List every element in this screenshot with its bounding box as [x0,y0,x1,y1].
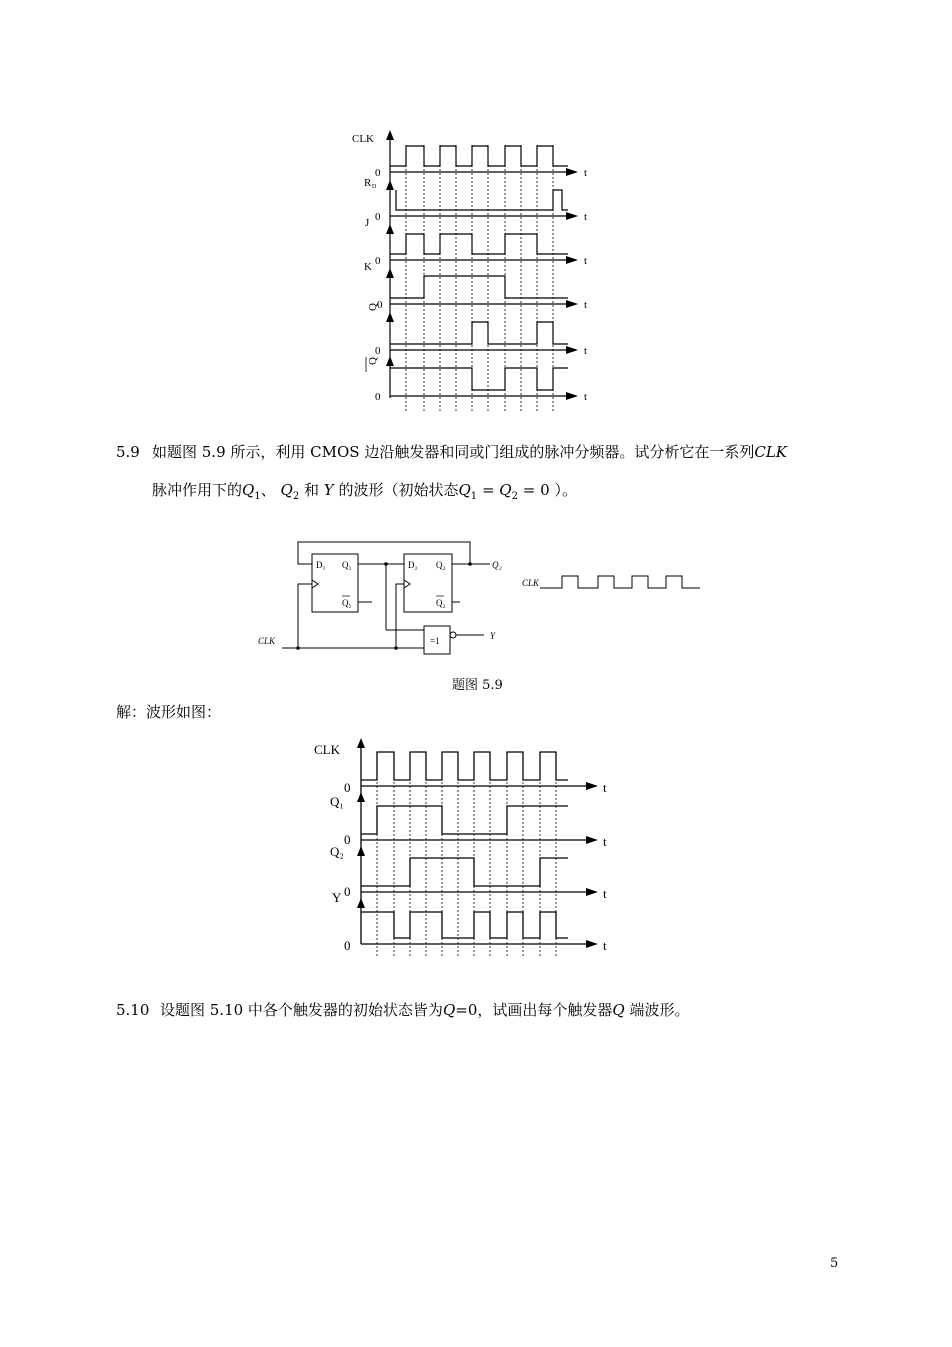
zero-3: 0 [375,255,381,267]
label-clk: CLK [352,133,374,145]
problem-5-9-number: 5.9 [116,443,140,461]
problem-5-9-line-2: 脉冲作用下的$Q_1$、 $Q_2$ 和 Y 的波形（初始状态$Q_1 = Q_2 = 0$ ）。 [152,481,577,502]
ff2-qbar-label: Q₂ [436,598,446,608]
label-q: Q [367,303,379,311]
zero-2: 0 [375,211,381,223]
answer-zero-2: 0 [344,832,351,847]
answer-zero-1: 0 [344,780,351,795]
solution-heading: 解：波形如图： [116,703,222,721]
problem-5-10-number: 5.10 [116,1001,150,1019]
clk-wave-label: CLK [522,578,540,588]
label-r-sub: D [372,184,377,190]
page-number: 5 [830,1256,839,1271]
answer-label-q1: Q₁ [330,794,344,809]
label-j: J [365,217,370,229]
label-r: R [364,177,372,189]
t-1: t [584,167,588,179]
zero-6: 0 [375,391,381,403]
waveform-figure-answer [0,730,952,960]
ff1-d-label: D₁ [316,560,326,570]
problem-5-10-text: 设题图 5.10 中各个触发器的初始状态皆为Q=0，试画出每个触发器Q 端波形。 [160,1001,690,1019]
xnor-symbol: =1 [430,636,440,646]
figure-caption: 题图 5.9 [452,678,503,693]
zero-1: 0 [375,167,381,179]
answer-label-q2: Q₂ [330,844,344,859]
ff2-d-label: D₂ [408,560,418,570]
ff1-qbar-label: Q₁ [342,598,352,608]
answer-t-2: t [603,834,607,849]
ff2-q-label: Q₂ [436,560,446,570]
t-3: t [584,255,588,267]
answer-t-1: t [603,780,607,795]
zero-4: 0 [377,299,383,311]
answer-zero-3: 0 [344,884,351,899]
t-4: t [584,299,588,311]
waveform-figure-1 [0,0,952,420]
answer-t-4: t [603,938,607,953]
t-6: t [584,391,588,403]
answer-zero-4: 0 [344,938,351,953]
problem-5-9-line-1: 如题图 5.9 所示，利用 CMOS 边沿触发器和同或门组成的脉冲分频器。试分析它在一系列CLK [152,443,787,461]
q2-output-label: Q₂ [492,560,502,570]
t-2: t [584,211,588,223]
answer-label-clk: CLK [314,742,340,757]
t-5: t [584,345,588,357]
zero-5: 0 [375,345,381,357]
answer-t-3: t [603,886,607,901]
label-qbar: Q [367,357,379,365]
ff1-q-label: Q₁ [342,560,352,570]
answer-label-y: Y [332,890,342,905]
clk-input-label: CLK [258,636,276,646]
y-output-label: Y [490,631,496,641]
label-k: K [364,261,372,273]
